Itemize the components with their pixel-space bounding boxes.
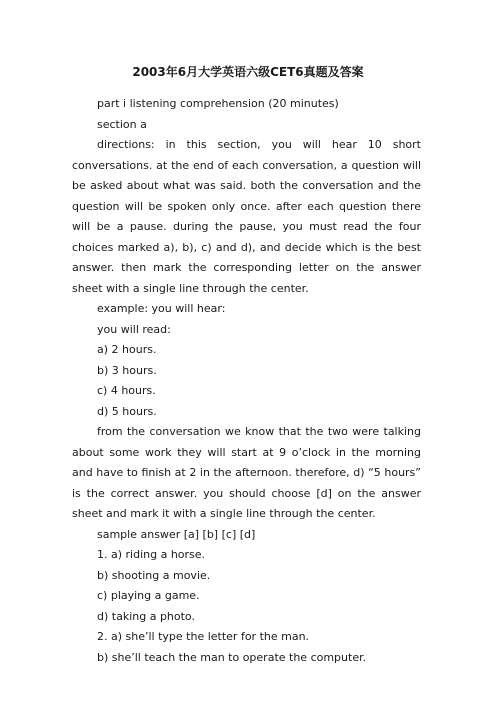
document-title: 2003年6月大学英语六级CET6真题及答案: [132, 65, 364, 79]
document-body: [72, 94, 421, 668]
question-option: b) she’ll teach the man to operate the computer.: [97, 650, 367, 664]
explanation-paragraph: from the conversation we know that the two were talking about some work they will start at 9 o’clock in the morning and have to finish at 2 in the afternoon. therefore, d) “5 hours” is the correct answer. you should choose [d] on the answer sheet and mark it with a single line through the center.: [72, 425, 421, 520]
question-option: 2. a) she’ll type the letter for the man.: [97, 630, 310, 643]
section-heading-section-a: section a: [97, 117, 147, 131]
section-heading-part-i: part i listening comprehension (20 minutes): [97, 97, 339, 110]
example-option: d) 5 hours.: [97, 404, 157, 418]
example-option: c) 4 hours.: [97, 384, 156, 397]
sample-answer-line: sample answer [a] [b] [c] [d]: [97, 527, 256, 541]
example-line: example: you will hear:: [97, 302, 226, 315]
question-option: b) shooting a movie.: [97, 568, 211, 582]
directions-paragraph: directions: in this section, you will hear 10 short conversations. at the end of each conversation, a question will be asked about what was said. both the conversation and the question will be spoken only once. after each question there will be a pause. during the pause, you must read the four choices marked a), b), c) and d), and decide which is the best answer. then mark the corresponding letter on the answer sheet with a single line through the center.: [72, 138, 421, 295]
example-option: b) 3 hours.: [97, 363, 157, 377]
question-option: d) taking a photo.: [97, 609, 195, 623]
example-line: you will read:: [97, 322, 171, 336]
question-option: 1. a) riding a horse.: [97, 548, 206, 561]
question-option: c) playing a game.: [97, 589, 200, 602]
example-option: a) 2 hours.: [97, 343, 157, 356]
